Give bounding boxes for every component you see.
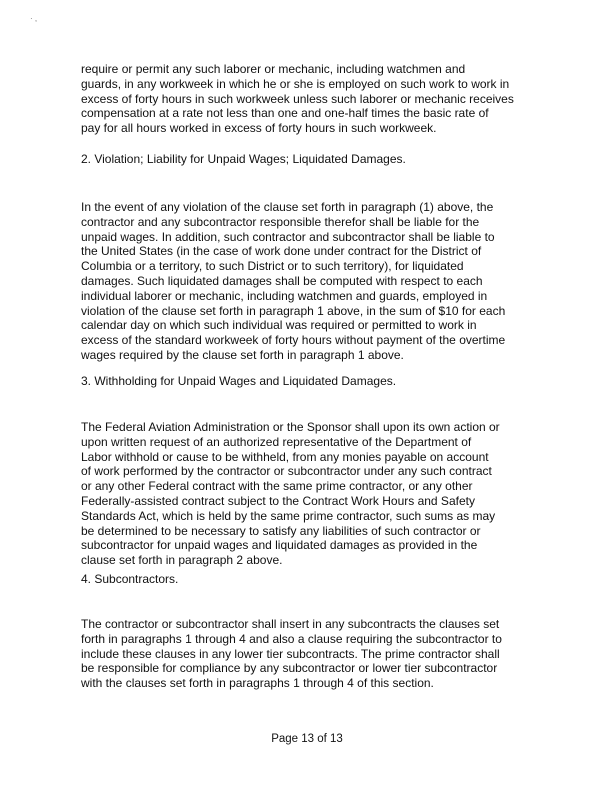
text-line: calendar day on which such individual was required or permitted to work in bbox=[81, 318, 477, 333]
text-line: In the event of any violation of the clause set forth in paragraph (1) above, the bbox=[81, 200, 494, 214]
text-line: Columbia or a territory, to such District or to such territory), for liquidated bbox=[81, 259, 464, 274]
paragraph-violation bbox=[81, 200, 505, 363]
text-line: forth in paragraphs 1 through 4 and also a clause requiring the subcontractor to bbox=[81, 631, 502, 646]
text-line: wages required by the clause set forth in paragraph 1 above. bbox=[81, 347, 404, 362]
scan-marks: · , bbox=[30, 14, 38, 23]
text-line: upon written request of an authorized representative of the Department of bbox=[81, 434, 472, 449]
paragraph-withholding bbox=[81, 420, 500, 568]
text-line: unpaid wages. In addition, such contractor and subcontractor shall be liable to bbox=[81, 229, 495, 244]
text-line: damages. Such liquidated damages shall be computed with respect to each bbox=[81, 273, 483, 288]
text-line: the United States (in the case of work done under contract for the District of bbox=[81, 244, 482, 259]
text-line: of work performed by the contractor or subcontractor under any such contract bbox=[81, 464, 492, 479]
text-line: pay for all hours worked in excess of forty hours in such workweek. bbox=[81, 121, 437, 136]
text-line: be determined to be necessary to satisfy any liabilities of such contractor or bbox=[81, 523, 481, 538]
text-line: guards, in any workweek in which he or she is employed on such work to work in bbox=[81, 76, 510, 91]
text-line: include these clauses in any lower tier subcontracts. The prime contractor shall bbox=[81, 646, 500, 661]
heading-subcontractors bbox=[81, 572, 178, 587]
text-line: 4. Subcontractors. bbox=[81, 572, 179, 586]
text-line: individual laborer or mechanic, including watchmen and guards, employed in bbox=[81, 288, 488, 303]
text-line: or any other Federal contract with the same prime contractor, or any other bbox=[81, 479, 473, 494]
text-line: be responsible for compliance by any subcontractor or lower tier subcontractor bbox=[81, 661, 498, 676]
text-line: with the clauses set forth in paragraphs 1 through 4 of this section. bbox=[81, 676, 434, 691]
page-number: Page 13 of 13 bbox=[271, 733, 343, 745]
text-line: excess of forty hours in such workweek unless such laborer or mechanic receives bbox=[81, 91, 514, 106]
paragraph-subcontractors bbox=[81, 617, 502, 691]
text-line: 2. Violation; Liability for Unpaid Wages; Liquidated Damages. bbox=[81, 152, 406, 166]
text-line: compensation at a rate not less than one and one-half times the basic rate of bbox=[81, 106, 489, 121]
text-line: require or permit any such laborer or mechanic, including watchmen and bbox=[81, 62, 466, 76]
text-line: Standards Act, which is held by the same prime contractor, such sums as may bbox=[81, 508, 496, 523]
text-line: Federally-assisted contract subject to the Contract Work Hours and Safety bbox=[81, 493, 475, 508]
text-line: violation of the clause set forth in paragraph 1 above, in the sum of $10 for each bbox=[81, 303, 506, 318]
text-line: clause set forth in paragraph 2 above. bbox=[81, 553, 283, 568]
text-line: The contractor or subcontractor shall insert in any subcontracts the clauses set bbox=[81, 617, 500, 631]
text-line: Labor withhold or cause to be withheld, from any monies payable on account bbox=[81, 449, 489, 464]
heading-violation bbox=[81, 152, 406, 167]
text-line: subcontractor for unpaid wages and liquidated damages as provided in the bbox=[81, 538, 478, 553]
text-line: excess of the standard workweek of forty hours without payment of the overtime bbox=[81, 333, 506, 348]
text-line: The Federal Aviation Administration or the Sponsor shall upon its own action or bbox=[81, 420, 500, 434]
text-line: 3. Withholding for Unpaid Wages and Liquidated Damages. bbox=[81, 374, 397, 388]
heading-withholding bbox=[81, 374, 396, 389]
text-line: contractor and any subcontractor responsible therefor shall be liable for the bbox=[81, 214, 480, 229]
paragraph-overtime-continuation bbox=[81, 62, 514, 136]
